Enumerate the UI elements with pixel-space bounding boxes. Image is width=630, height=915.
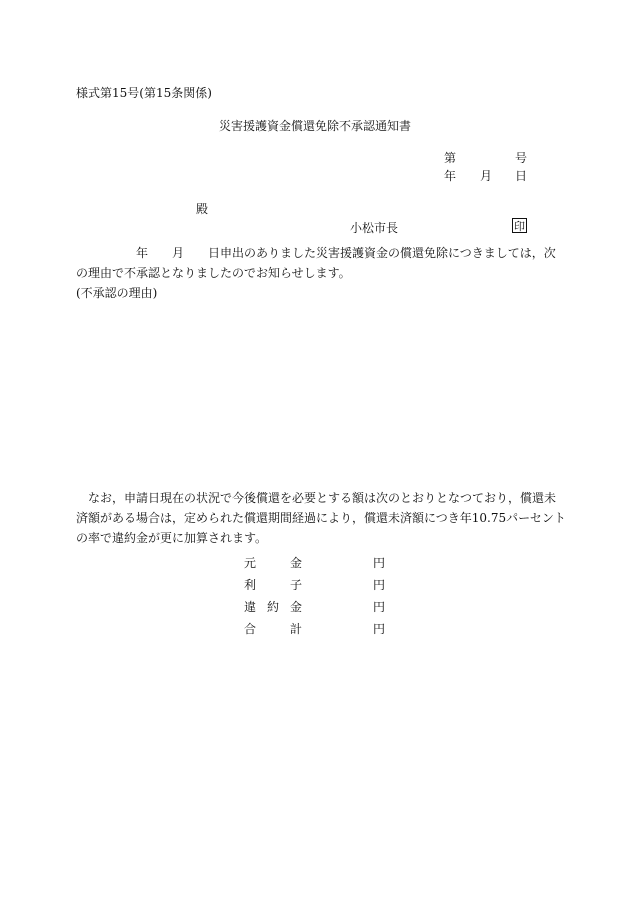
note-line1: なお，申請日現在の状況で今後償還を必要とする額は次のとおりとなつており，償還未 — [88, 491, 557, 505]
body-month-label: 月 — [172, 246, 185, 260]
amount-label-char1: 合 — [244, 622, 257, 636]
note-line3: の率で違約金が更に加算されます。 — [76, 531, 268, 545]
amount-unit: 円 — [373, 622, 386, 636]
document-number-prefix: 第 — [444, 151, 457, 165]
amount-label-char1: 元 — [244, 556, 257, 570]
amount-unit: 円 — [373, 578, 386, 592]
amount-label-char2: 約 — [267, 600, 280, 614]
issuer-name: 小松市長 — [350, 221, 399, 235]
amount-label-char3: 子 — [290, 578, 303, 592]
amount-label-char3: 金 — [290, 600, 303, 614]
date-month-label: 月 — [480, 169, 493, 183]
amount-label-char1: 違 — [244, 600, 257, 614]
amount-row-interest — [244, 578, 404, 592]
form-number: 様式第15号(第15条関係) — [76, 86, 212, 100]
body-year-label: 年 — [136, 246, 149, 260]
reason-label: (不承認の理由) — [76, 286, 158, 300]
amount-row-penalty — [244, 600, 404, 614]
document-number-suffix: 号 — [515, 151, 528, 165]
seal-mark: 印 — [514, 220, 525, 233]
body-paragraph-line2: の理由で不承認となりましたのでお知らせします。 — [76, 266, 351, 280]
body-line1-text: 日申出のありました災害援護資金の償還免除につきましては，次 — [208, 246, 556, 260]
document-title: 災害援護資金償還免除不承認通知書 — [219, 119, 412, 133]
amount-unit: 円 — [373, 600, 386, 614]
amount-row-principal — [244, 556, 404, 570]
date-day-label: 日 — [515, 169, 528, 183]
note-line2: 済額がある場合は，定められた償還期間経過により，償還未済額につき年10.75パーセント — [76, 511, 566, 525]
amount-label-char3: 金 — [290, 556, 303, 570]
amount-label-char1: 利 — [244, 578, 257, 592]
amount-row-total — [244, 622, 404, 636]
amount-unit: 円 — [373, 556, 386, 570]
date-year-label: 年 — [444, 169, 457, 183]
amount-label-char3: 計 — [290, 622, 303, 636]
recipient-honorific: 殿 — [196, 202, 209, 216]
